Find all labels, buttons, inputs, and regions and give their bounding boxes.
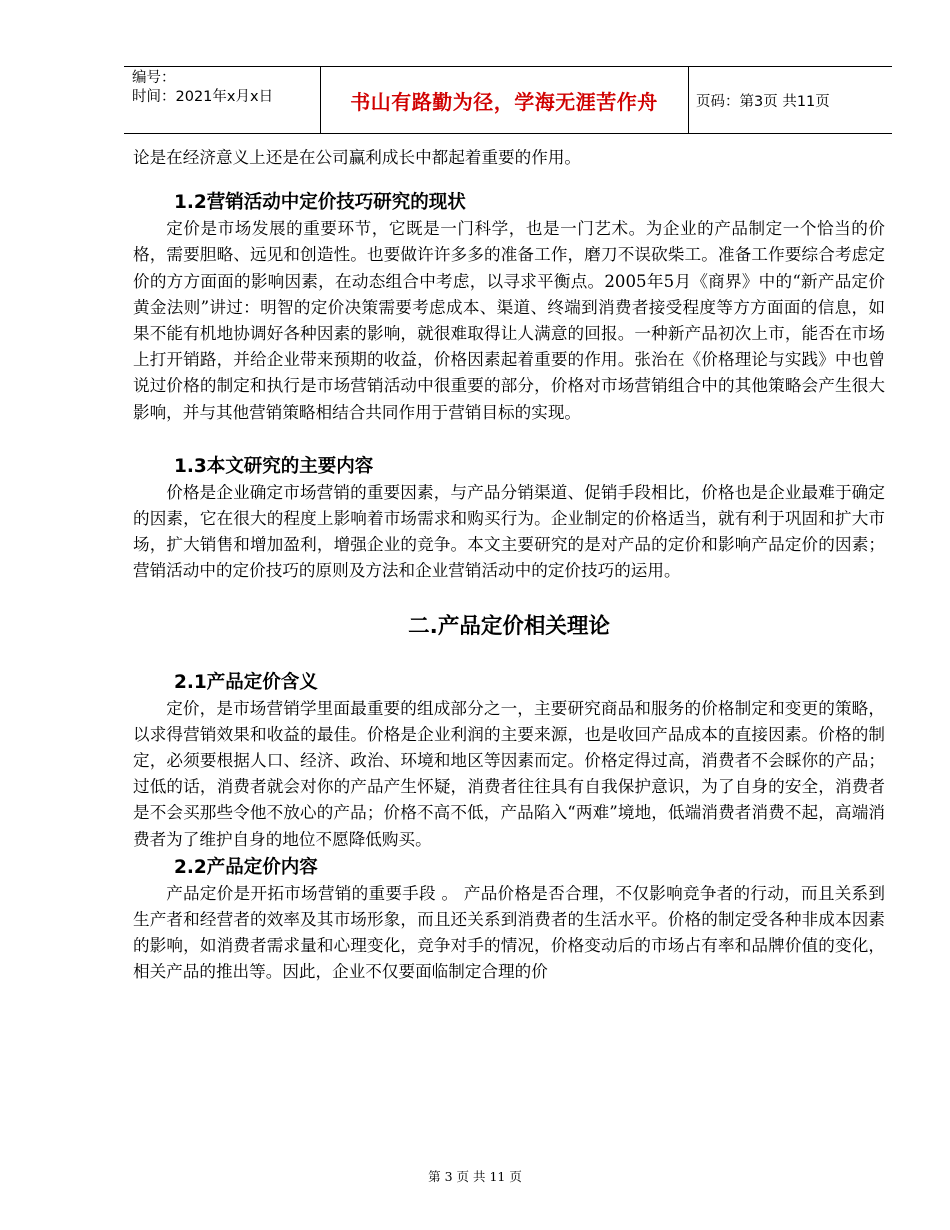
section-2-2-title: 2.2产品定价内容 [174, 856, 318, 878]
section-2-1-title: 2.1产品定价含义 [174, 671, 318, 693]
page-footer: 第 3 页 共 11 页 [428, 1169, 522, 1184]
section-2-1-paragraph: 定价，是市场营销学里面最重要的组成部分之一，主要研究商品和服务的价格制定和变更的策略，以求得营销效果和收益的最佳。价格是企业利润的主要来源，也是收回产品成本的直接因素。价格的制定，必须要根据人口、经济、政治、环境和地区等因素而定。价格定得过高，消费者不会睬你的产品；过低的话，消费者就会对你的产品产生怀疑，消费者往往具有自我保护意识，为了自身的安全，消费者是不会买那些令他不放心的产品；价格不高不低，产品陷入“两难”境地，低端消费者消费不起，高端消费者为了维护自身的地位不愿降低购买。 [133, 698, 885, 849]
continuation-paragraph: 论是在经济意义上还是在公司赢利成长中都起着重要的作用。 [133, 148, 582, 167]
section-1-3-paragraph: 价格是企业确定市场营销的重要因素，与产品分销渠道、促销手段相比，价格也是企业最难于确定的因素，它在很大的程度上影响着市场需求和购买行为。企业制定的价格适当，就有利于巩固和扩大市场，扩大销售和增加盈利，增强企业的竞争。本文主要研究的是对产品的定价和影响产品定价的因素；营销活动中的定价技巧的原则及方法和企业营销活动中的定价技巧的运用。 [133, 482, 885, 581]
chapter-2-title: 二.产品定价相关理论 [408, 613, 610, 639]
section-2-2-paragraph: 产品定价是开拓市场营销的重要手段 。 产品价格是否合理，不仅影响竞争者的行动，而且关系到生产者和经营者的效率及其市场形象，而且还关系到消费者的生活水平。价格的制定受各种非成本因素的影响，如消费者需求量和心理变化，竞争对手的情况，价格变动后的市场占有率和品牌价值的变化，相关产品的推出等。因此，企业不仅要面临制定合理的价 [133, 883, 885, 982]
header-divider [688, 67, 689, 133]
section-1-2-title: 1.2营销活动中定价技巧研究的现状 [174, 192, 466, 214]
section-1-3-title: 1.3本文研究的主要内容 [174, 455, 374, 477]
document-body [133, 145, 885, 986]
time-label: 时间：2021年x月x日 [132, 89, 274, 105]
header-page-code: 页码：第3页 共11页 [696, 93, 830, 110]
page-header [124, 66, 892, 134]
header-meta [132, 69, 273, 107]
section-1-2-paragraph: 定价是市场发展的重要环节，它既是一门科学，也是一门艺术。为企业的产品制定一个恰当的价格，需要胆略、远见和创造性。也要做许许多多的准备工作，磨刀不误砍柴工。准备工作要综合考虑定价的方方面面的影响因素，在动态组合中考虑，以寻求平衡点。2005年5月《商界》中的“新产品定价黄金法则”讲过：明智的定价决策需要考虑成本、渠道、终端到消费者接受程度等方方面面的信息，如果不能有机地协调好各种因素的影响，就很难取得让人满意的回报。一种新产品初次上市，能否在市场上打开销路，并给企业带来预期的收益，价格因素起着重要的作用。张治在《价格理论与实践》中也曾说过价格的制定和执行是市场营销活动中很重要的部分，价格对市场营销组合中的其他策略会产生很大影响，并与其他营销策略相结合共同作用于营销目标的实现。 [133, 219, 885, 422]
serial-label: 编号： [132, 70, 176, 86]
header-motto: 书山有路勤为径，学海无涯苦作舟 [350, 89, 658, 114]
